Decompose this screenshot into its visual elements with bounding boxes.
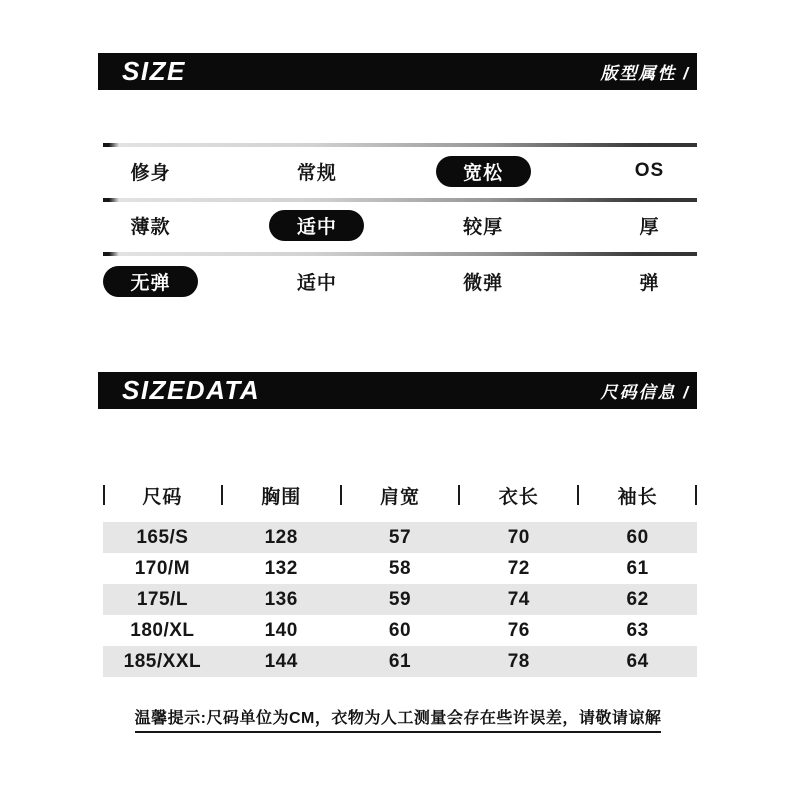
fit-option: OS [634,160,665,181]
size-section-title: SIZEDATA [122,375,261,405]
column-header-size: 尺码 [142,486,183,508]
table-cell: 170/M [134,557,191,579]
size-table [103,480,697,677]
table-cell: 72 [507,557,530,579]
column-header-sleeve: 袖长 [617,486,658,508]
fit-option-selected: 无弹 [103,266,198,297]
column-divider [458,485,460,505]
column-divider [221,485,223,505]
column-header-shoulder: 肩宽 [379,486,420,508]
column-divider [695,485,697,505]
fit-option: 微弹 [463,272,504,294]
table-cell: 70 [507,526,530,548]
table-cell: 78 [507,650,530,672]
table-row [103,553,697,584]
fit-row-thickness [103,198,697,252]
fit-option: 常规 [296,162,337,184]
table-cell: 144 [264,650,298,672]
table-cell: 61 [388,650,412,672]
table-cell: 60 [626,526,649,548]
footer-note-text: 温馨提示:尺码单位为CM，衣物为人工测量会存在些许误差，请敬请谅解 [135,705,662,733]
table-cell: 59 [388,588,412,610]
column-header-chest: 胸围 [261,486,302,508]
size-table-header [103,480,697,510]
size-section-subtitle: 尺码信息 / [600,383,690,402]
table-cell: 60 [388,619,412,641]
table-row [103,646,697,677]
fit-option: 弹 [639,272,660,294]
column-divider [103,485,105,505]
fit-option: 厚 [639,216,660,238]
table-row [103,615,697,646]
table-cell: 76 [507,619,530,641]
table-cell: 140 [264,619,298,641]
table-row [103,522,697,553]
table-cell: 64 [626,650,649,672]
column-divider [340,485,342,505]
fit-row-elasticity [103,252,697,310]
table-cell: 74 [507,588,530,610]
fit-option: 薄款 [130,216,171,238]
fit-section-title: SIZE [122,56,186,86]
size-table-body [103,522,697,677]
table-cell: 61 [626,557,649,579]
table-cell: 185/XXL [123,650,202,672]
fit-option: 较厚 [463,216,504,238]
table-cell: 180/XL [130,619,195,641]
fit-section-header [98,53,697,90]
fit-option-selected: 宽松 [436,156,531,187]
table-cell: 165/S [136,526,189,548]
fit-option-selected: 适中 [269,210,364,241]
column-header-length: 衣长 [498,486,539,508]
fit-row-silhouette [103,144,697,198]
footer-note [98,705,698,733]
fit-section-subtitle: 版型属性 / [600,64,690,83]
column-divider [577,485,579,505]
table-cell: 62 [626,588,649,610]
fit-option: 修身 [130,162,171,184]
table-cell: 132 [264,557,298,579]
size-section-header [98,372,697,409]
table-row [103,584,697,615]
table-cell: 57 [388,526,412,548]
fit-option: 适中 [296,272,337,294]
table-cell: 128 [264,526,298,548]
table-cell: 136 [264,588,298,610]
table-cell: 175/L [136,588,188,610]
table-cell: 63 [626,619,649,641]
table-cell: 58 [388,557,412,579]
